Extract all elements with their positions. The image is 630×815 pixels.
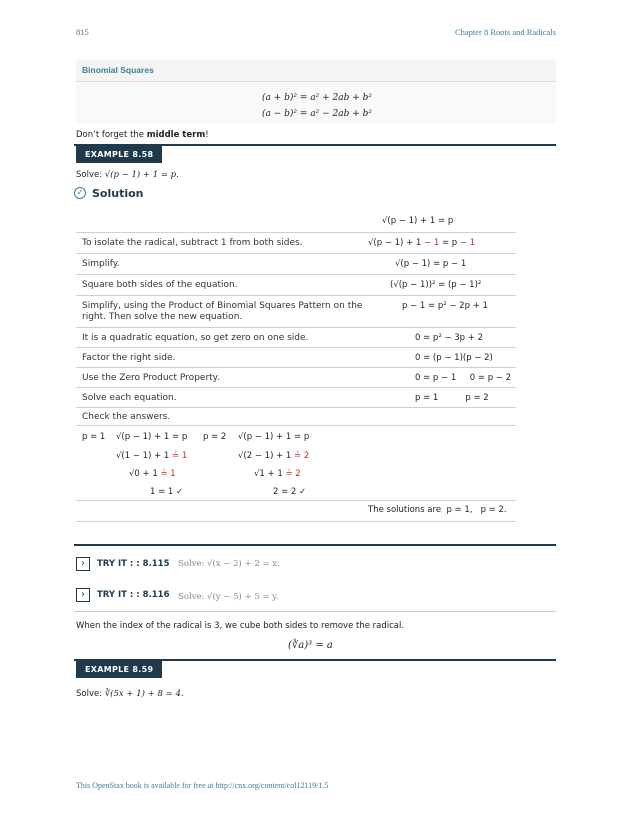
binomial-formula-minus: (a − b)² = a² − 2ab + b²	[262, 109, 373, 119]
step-4-equation: p − 1 = p² − 2p + 1	[402, 301, 488, 311]
example-label: EXAMPLE 8.59	[76, 661, 162, 678]
step-8-text: Solve each equation.	[82, 393, 177, 403]
row-divider	[76, 425, 516, 426]
problem-equation: ∛(5x + 1) + 8 = 4.	[104, 689, 184, 699]
conclusion: The solutions are p = 1, p = 2.	[368, 505, 507, 515]
check-left-line3	[129, 469, 176, 479]
step-3-equation: (√(p − 1))² = (p − 1)²	[390, 280, 482, 290]
chevron-right-icon[interactable]: ›	[76, 588, 90, 602]
check-right-line3a: √1 + 1	[254, 469, 286, 479]
solve-label: Solve:	[76, 170, 103, 180]
row-divider	[76, 327, 516, 328]
check-left-line3b: ≟ 1	[160, 469, 176, 479]
try-it-bottom-line	[74, 611, 556, 612]
step-1-text: To isolate the radical, subtract 1 from both sides.	[82, 238, 303, 248]
example-problem	[76, 689, 184, 699]
step-1-eq-b: = p	[439, 238, 460, 248]
reminder-text	[76, 130, 209, 140]
check-right-line4: 2 = 2 ✓	[273, 487, 307, 497]
check-right-line2	[238, 451, 309, 461]
row-divider	[76, 274, 516, 275]
binomial-box-header	[76, 60, 556, 81]
step-5-text: It is a quadratic equation, so get zero on one side.	[82, 333, 309, 343]
row-divider	[76, 367, 516, 368]
cube-formula: (∛a)³ = a	[288, 640, 333, 651]
step-6-equation: 0 = (p − 1)(p − 2)	[415, 353, 493, 363]
check-circle-icon: ✓	[74, 187, 86, 199]
binomial-box-body	[76, 82, 556, 124]
step-2-equation: √(p − 1) = p − 1	[395, 259, 467, 269]
cube-note: When the index of the radical is 3, we cube both sides to remove the radical.	[76, 621, 405, 631]
step-6-text: Factor the right side.	[82, 353, 176, 363]
check-right-line3b: ≟ 2	[285, 469, 301, 479]
check-right-line2b: ≟ 2	[294, 451, 310, 461]
try-it-problem-1: Solve: √(x − 2) + 2 = x.	[178, 559, 280, 569]
chevron-right-icon[interactable]: ›	[76, 557, 90, 571]
check-left-line2b: ≟ 1	[172, 451, 188, 461]
row-divider	[76, 407, 516, 408]
example-problem	[76, 170, 179, 180]
step-8-equation: p = 1 p = 2	[415, 393, 489, 403]
try-it-problem-2: Solve: √(y − 5) + 5 = y.	[178, 592, 279, 602]
solution-title: Solution	[92, 187, 144, 200]
step-5-equation: 0 = p² − 3p + 2	[415, 333, 483, 343]
row-divider	[76, 500, 516, 501]
check-left-var: p = 1	[82, 432, 106, 442]
reminder-before: Don’t forget the	[76, 130, 147, 140]
step-7-equation: 0 = p − 1 0 = p − 2	[415, 373, 512, 383]
top-equation: √(p − 1) + 1 = p	[382, 216, 454, 226]
check-right-line1: √(p − 1) + 1 = p	[238, 432, 310, 442]
step-1-eq-red: − 1	[424, 238, 440, 248]
check-left-line2a: √(1 − 1) + 1	[116, 451, 173, 461]
binomial-box-title: Binomial Squares	[82, 65, 154, 75]
row-divider	[76, 347, 516, 348]
step-7-text: Use the Zero Product Property.	[82, 373, 220, 383]
check-left-line1: √(p − 1) + 1 = p	[116, 432, 188, 442]
step-1-eq-a: √(p − 1) + 1	[368, 238, 425, 248]
step-4-text: Simplify, using the Product of Binomial Squares Pattern on the right. Then solve the new equation.	[82, 301, 363, 322]
binomial-formula-plus: (a + b)² = a² + 2ab + b²	[262, 93, 373, 103]
footer-text: This OpenStax book is available for free at http://cnx.org/content/col12119/1.5	[76, 781, 329, 790]
step-3-text: Square both sides of the equation.	[82, 280, 238, 290]
step-9-text: Check the answers.	[82, 412, 171, 422]
check-right-var: p = 2	[203, 432, 227, 442]
step-2-text: Simplify.	[82, 259, 120, 269]
reminder-after: !	[205, 130, 209, 140]
step-1-equation	[368, 238, 475, 248]
row-divider	[76, 253, 516, 254]
check-right-line3	[254, 469, 301, 479]
try-it-label-2: TRY IT : : 8.116	[97, 590, 170, 600]
page-number: 815	[76, 27, 89, 37]
chapter-title: Chapter 8 Roots and Radicals	[454, 27, 556, 37]
check-left-line3a: √0 + 1	[129, 469, 161, 479]
row-divider	[76, 521, 516, 522]
check-right-line2a: √(2 − 1) + 1	[238, 451, 295, 461]
reminder-bold: middle term	[146, 130, 206, 140]
step-1-eq-red2: − 1	[459, 238, 476, 248]
check-left-line2	[116, 451, 187, 461]
check-left-line4: 1 = 1 ✓	[150, 487, 184, 497]
row-divider	[76, 387, 516, 388]
try-it-label-1: TRY IT : : 8.115	[97, 559, 170, 569]
try-it-bar	[74, 544, 556, 546]
solve-label: Solve:	[76, 689, 103, 699]
row-divider	[76, 232, 516, 233]
row-divider	[76, 295, 516, 296]
example-label: EXAMPLE 8.58	[76, 146, 162, 163]
problem-equation: √(p − 1) + 1 = p.	[104, 170, 179, 180]
